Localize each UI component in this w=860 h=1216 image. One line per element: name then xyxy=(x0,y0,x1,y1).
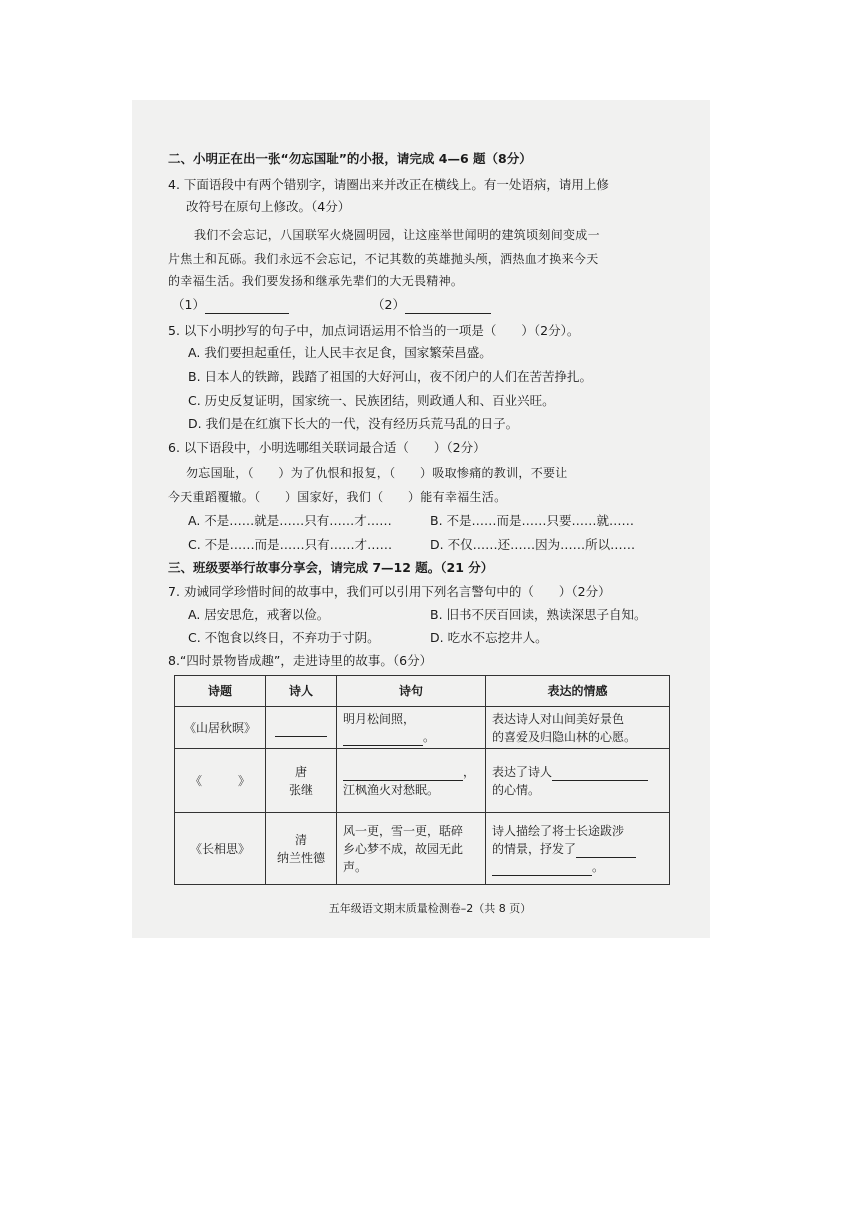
verse-blank[interactable] xyxy=(343,731,423,746)
q5-stem: 5. 以下小明抄写的句子中，加点词语运用不恰当的一项是（ ）（2分）。 xyxy=(168,323,580,338)
poet-cell xyxy=(266,749,337,813)
feeling-line: 诗人描绘了将士长途跋涉 xyxy=(492,823,625,838)
section-3-heading: 三、班级要举行故事分享会，请完成 7—12 题。（21 分） xyxy=(168,560,494,575)
verse-line: 声。 xyxy=(343,859,368,874)
q6-option-a[interactable]: A. 不是……就是……只有……才…… xyxy=(188,513,392,528)
poem-table-header-row xyxy=(175,676,670,707)
verse-blank[interactable] xyxy=(343,766,463,781)
poem-title-cell: 《山居秋暝》 xyxy=(175,707,266,749)
poet-blank[interactable] xyxy=(275,722,327,737)
verse-cell xyxy=(337,707,486,749)
q6-option-b[interactable]: B. 不是……而是……只要……就…… xyxy=(430,513,635,528)
verse-line: 明月松间照， xyxy=(343,711,416,726)
verse-line: 。 xyxy=(423,729,436,744)
q4-stem-line1: 4. 下面语段中有两个错别字，请圈出来并改正在横线上。有一处语病，请用上修 xyxy=(168,177,609,192)
section-2-heading: 二、小明正在出一张“勿忘国耻”的小报，请完成 4—6 题（8分） xyxy=(168,151,532,166)
q4-blank-1-label: （1） xyxy=(172,297,205,312)
header-verse: 诗句 xyxy=(337,676,486,707)
q6-paragraph-line1: 勿忘国耻，（ ）为了仇恨和报复，（ ）吸取惨痛的教训，不要让 xyxy=(186,466,568,480)
q4-blank-2-label: （2） xyxy=(372,297,405,312)
q5-option-a[interactable]: A. 我们要担起重任，让人民丰衣足食，国家繁荣昌盛。 xyxy=(188,345,492,360)
table-row xyxy=(175,813,670,885)
feeling-line: 的喜爱及归隐山林的心愿。 xyxy=(492,729,637,744)
q7-option-c[interactable]: C. 不饱食以终日，不弃功于寸阴。 xyxy=(188,630,380,645)
feeling-blank[interactable] xyxy=(552,766,648,781)
q4-stem-line2: 改符号在原句上修改。（4分） xyxy=(186,199,351,214)
header-poet: 诗人 xyxy=(266,676,337,707)
feeling-cell xyxy=(486,749,670,813)
verse-line: 风一更，雪一更，聒碎 xyxy=(343,823,464,838)
q7-option-b[interactable]: B. 旧书不厌百回读，熟读深思子自知。 xyxy=(430,607,647,622)
verse-line: 江枫渔火对愁眠。 xyxy=(343,782,440,797)
q7-option-d[interactable]: D. 吃水不忘挖井人。 xyxy=(430,630,548,645)
feeling-blank[interactable] xyxy=(492,861,592,876)
poet-cell xyxy=(266,813,337,885)
feeling-cell xyxy=(486,813,670,885)
q8-stem: 8.“四时景物皆成趣”，走进诗里的故事。（6分） xyxy=(168,653,433,668)
header-title: 诗题 xyxy=(175,676,266,707)
poem-title-cell: 《长相思》 xyxy=(175,813,266,885)
q4-paragraph-line2: 片焦土和瓦砾。我们永远不会忘记，不记其数的英雄抛头颅，洒热血才换来今天 xyxy=(168,252,599,266)
poet-dynasty: 清 xyxy=(294,832,307,847)
verse-cell xyxy=(337,749,486,813)
verse-line: 乡心梦不成，故园无此 xyxy=(343,841,464,856)
feeling-blank[interactable] xyxy=(576,843,636,858)
q7-option-a[interactable]: A. 居安思危，戒奢以俭。 xyxy=(188,607,330,622)
q4-paragraph-line1: 我们不会忘记，八国联军火烧圆明园，让这座举世闻明的建筑顷刻间变成一 xyxy=(194,228,600,242)
q4-answer-blank-2[interactable] xyxy=(372,296,491,314)
q6-stem: 6. 以下语段中，小明选哪组关联词最合适（ ）（2分） xyxy=(168,440,486,455)
poem-title-cell[interactable]: 《 》 xyxy=(175,749,266,813)
feeling-cell xyxy=(486,707,670,749)
verse-line: ， xyxy=(463,764,476,779)
poem-table xyxy=(174,675,670,885)
table-row xyxy=(175,707,670,749)
poet-cell[interactable] xyxy=(266,707,337,749)
poet-name: 纳兰性德 xyxy=(276,850,325,865)
poet-dynasty: 唐 xyxy=(294,764,307,779)
verse-cell xyxy=(337,813,486,885)
feeling-line: 。 xyxy=(592,859,605,874)
feeling-line: 表达诗人对山间美好景色 xyxy=(492,711,625,726)
q4-answer-blank-1[interactable] xyxy=(172,296,289,314)
q4-blank-2-line[interactable] xyxy=(405,299,491,314)
q4-paragraph-line3: 的幸福生活。我们要发扬和继承先辈们的大无畏精神。 xyxy=(168,274,464,288)
feeling-line: 的情景，抒发了 xyxy=(492,841,577,856)
feeling-line: 表达了诗人 xyxy=(492,764,553,779)
feeling-line: 的心情。 xyxy=(492,782,541,797)
header-feeling: 表达的情感 xyxy=(486,676,670,707)
q5-option-b[interactable]: B. 日本人的铁蹄，践踏了祖国的大好河山，夜不闭户的人们在苦苦挣扎。 xyxy=(188,369,593,384)
q7-stem: 7. 劝诫同学珍惜时间的故事中，我们可以引用下列名言警句中的（ ）（2分） xyxy=(168,584,611,599)
q6-paragraph-line2: 今天重蹈覆辙。（ ）国家好，我们（ ）能有幸福生活。 xyxy=(168,490,507,504)
q5-option-d[interactable]: D. 我们是在红旗下长大的一代，没有经历兵荒马乱的日子。 xyxy=(188,416,519,431)
page-footer: 五年级语文期末质量检测卷–2（共 8 页） xyxy=(328,902,532,915)
q5-option-c[interactable]: C. 历史反复证明，国家统一、民族团结，则政通人和、百业兴旺。 xyxy=(188,393,555,408)
q6-option-c[interactable]: C. 不是……而是……只有……才…… xyxy=(188,537,393,552)
poet-name: 张继 xyxy=(288,782,313,797)
q6-option-d[interactable]: D. 不仅……还……因为……所以…… xyxy=(430,537,636,552)
q4-blank-1-line[interactable] xyxy=(205,299,289,314)
table-row xyxy=(175,749,670,813)
